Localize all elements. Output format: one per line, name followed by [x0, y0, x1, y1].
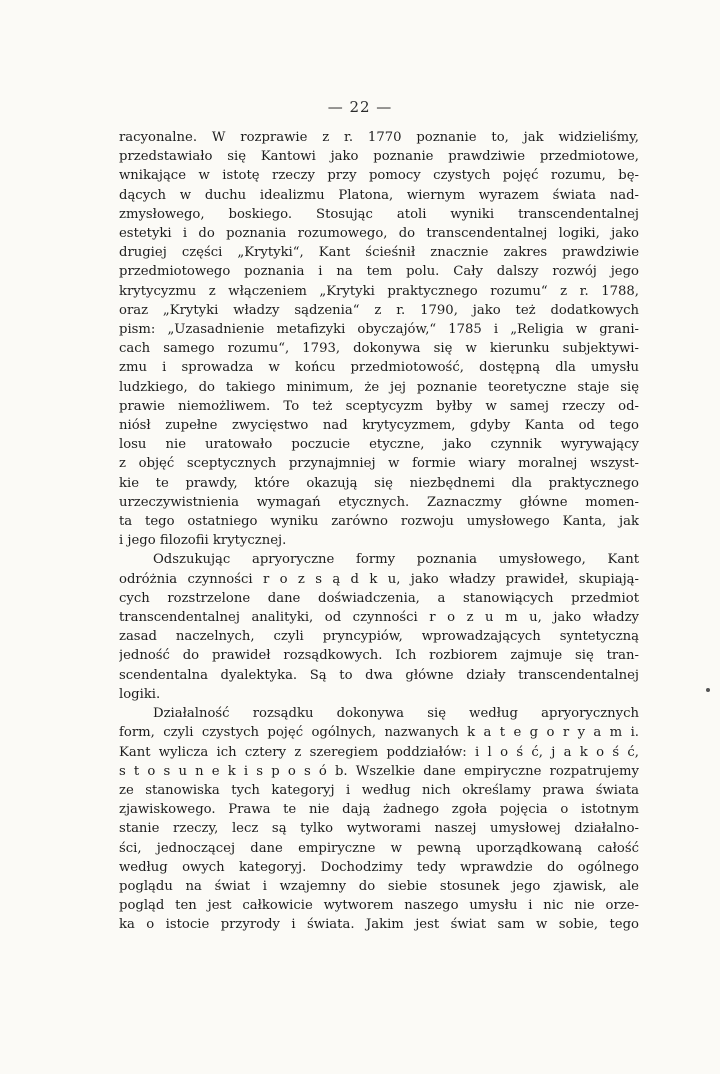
text-line: przedmiotowego poznania i na tem polu. Cały dalszy rozwój jego [119, 264, 639, 280]
text-line: ka o istocie przyrody i świata. Jakim jest świat sam w sobie, tego [119, 917, 639, 933]
text-line: Odszukując apryoryczne formy poznania umysłowego, Kant [153, 552, 639, 568]
margin-speck [706, 688, 710, 692]
text-line: oraz „Krytyki władzy sądzenia“ z r. 1790, jako też dodatkowych [119, 302, 639, 318]
text-line: scendentalna dyalektyka. Są to dwa główne działy transcendentalnej [119, 667, 639, 683]
text-line: s t o s u n e k i s p o s ó b. Wszelkie dane empiryczne rozpatrujemy [119, 763, 639, 779]
text-line: przedstawiało się Kantowi jako poznanie prawdziwie przedmiotowe, [119, 149, 639, 165]
text-line: ta tego ostatniego wyniku zarówno rozwoju umysłowego Kanta, jak [119, 514, 639, 530]
text-line: i jego filozofii krytycznej. [119, 533, 287, 549]
text-line: cach samego rozumu“, 1793, dokonywa się w kierunku subjektywi- [119, 341, 639, 357]
text-line: według owych kategoryj. Dochodzimy tedy wprawdzie do ogólnego [119, 859, 639, 875]
body-text [119, 128, 639, 935]
text-line: urzeczywistnienia wymagań etycznych. Zaznaczmy główne momen- [119, 494, 639, 510]
text-line: wnikające w istotę rzeczy przy pomocy czystych pojęć rozumu, bę- [119, 168, 639, 184]
text-line: zmu i sprowadza w końcu przedmiotowość, dostępną dla umysłu [119, 360, 639, 376]
text-line: zjawiskowego. Prawa te nie dają żadnego zgoła pojęcia o istotnym [119, 802, 639, 818]
text-line: losu nie uratowało poczucie etyczne, jako czynnik wyrywający [119, 437, 639, 453]
text-line: odróżnia czynności r o z s ą d k u, jako władzy prawideł, skupiają- [119, 571, 639, 587]
text-line: ludzkiego, do takiego minimum, że jej poznanie teoretyczne staje się [119, 379, 639, 395]
text-line: zasad naczelnych, czyli pryncypiów, wprowadzających syntetyczną [119, 629, 639, 645]
text-line: niósł zupełne zwycięstwo nad krytycyzmem, gdyby Kanta od tego [119, 418, 639, 434]
text-line: transcendentalnej analityki, od czynności r o z u m u, jako władzy [119, 610, 639, 626]
text-line: cych rozstrzelone dane doświadczenia, a stanowiących przedmiot [119, 590, 639, 606]
text-line: ze stanowiska tych kategoryj i według nich określamy prawa świata [119, 782, 639, 798]
text-line: dących w duchu idealizmu Platona, wiernym wyrazem świata nad- [119, 187, 639, 203]
page-number: — 22 — [327, 98, 393, 116]
text-line: krytycyzmu z włączeniem „Krytyki praktycznego rozumu“ z r. 1788, [119, 283, 639, 299]
text-line: form, czyli czystych pojęć ogólnych, nazwanych k a t e g o r y a m i. [119, 725, 639, 741]
text-line: Działalność rozsądku dokonywa się według apryorycznych [153, 706, 639, 722]
text-line: drugiej części „Krytyki“, Kant ścieśnił znacznie zakres prawdziwie [119, 245, 639, 261]
text-line: kie te prawdy, które okazują się niezbędnemi dla praktycznego [119, 475, 639, 491]
text-line: logiki. [119, 686, 161, 702]
text-line: estetyki i do poznania rozumowego, do transcendentalnej logiki, jako [119, 226, 639, 242]
text-line: pism: „Uzasadnienie metafizyki obyczajów,“ 1785 i „Religia w grani- [119, 322, 639, 338]
text-line: zmysłowego, boskiego. Stosując atoli wyniki transcendentalnej [119, 206, 639, 222]
text-line: racyonalne. W rozprawie z r. 1770 poznanie to, jak widzieliśmy, [119, 130, 639, 145]
text-line: stanie rzeczy, lecz są tylko wytworami naszej umysłowej działalno- [119, 821, 639, 837]
text-line: Kant wylicza ich cztery z szeregiem poddziałów: i l o ś ć, j a k o ś ć, [119, 744, 639, 760]
text-line: poglądu na świat i wzajemny do siebie stosunek jego zjawisk, ale [119, 878, 639, 894]
text-line: prawie niemożliwem. To też sceptycyzm byłby w samej rzeczy od- [119, 398, 639, 414]
text-line: jedność do prawideł rozsądkowych. Ich rozbiorem zajmuje się tran- [119, 648, 639, 664]
text-line: z objęć sceptycznych przynajmniej w formie wiary moralnej wszyst- [119, 456, 639, 472]
text-line: pogląd ten jest całkowicie wytworem naszego umysłu i nic nie orze- [119, 898, 639, 914]
text-line: ści, jednoczącej dane empiryczne w pewną uporządkowaną całość [119, 840, 639, 856]
